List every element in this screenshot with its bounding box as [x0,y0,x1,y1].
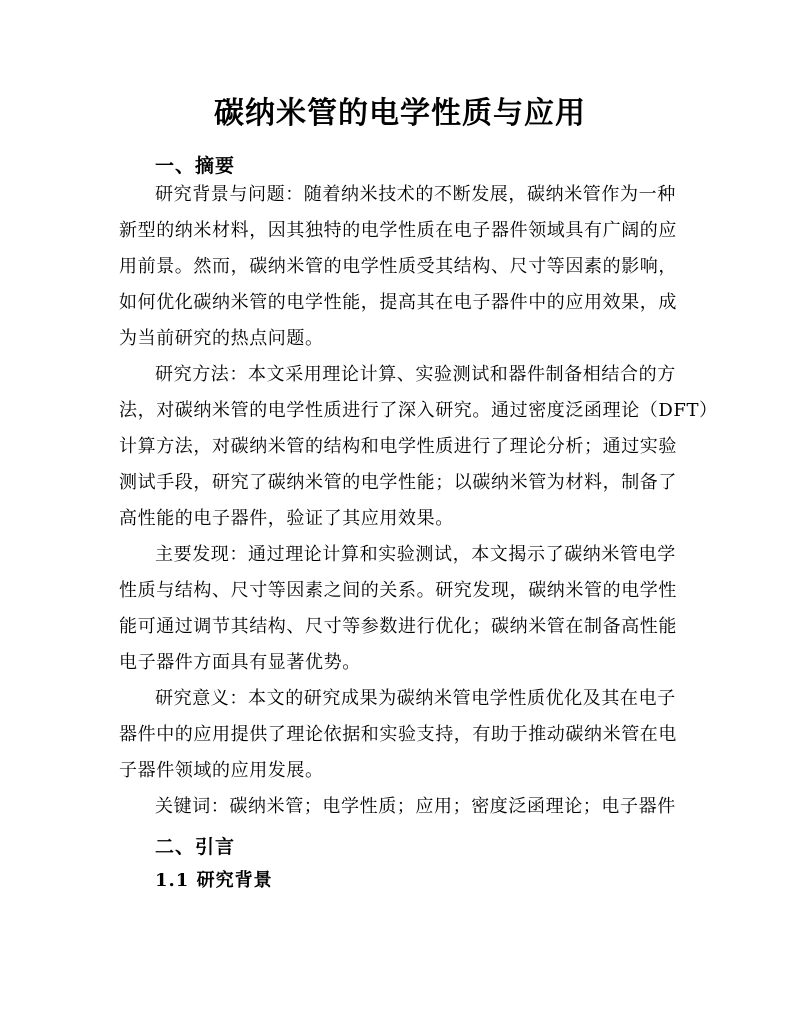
paragraph-line: 器件中的应用提供了理论依据和实验支持，有助于推动碳纳米管在电 [119,724,677,745]
paragraph-line: 研究意义：本文的研究成果为碳纳米管电学性质优化及其在电子 [155,688,676,709]
paragraph-line: 计算方法，对碳纳米管的结构和电学性质进行了理论分析；通过实验 [119,436,677,457]
paragraph-line: 性质与结构、尺寸等因素之间的关系。研究发现，碳纳米管的电学性 [119,580,677,601]
paragraph-findings [119,537,679,681]
paragraph-line: 测试手段，研究了碳纳米管的电学性能；以碳纳米管为材料，制备了 [119,472,677,493]
abstract-heading: 一、摘要 [155,155,236,177]
paragraph-keywords [119,789,679,825]
paragraph-line: 电子器件方面具有显著优势。 [119,652,361,673]
paragraph-line: 能可通过调节其结构、尺寸等参数进行优化；碳纳米管在制备高性能 [119,616,677,637]
subsection-heading: 1.1 研究背景 [155,870,273,891]
paragraph-line: 关键词：碳纳米管；电学性质；应用；密度泛函理论；电子器件 [155,796,676,817]
paragraph-background [119,177,679,357]
document-title: 碳纳米管的电学性质与应用 [214,96,586,131]
paragraph-methods [119,357,718,537]
paragraph-line: 为当前研究的热点问题。 [119,328,324,349]
paragraph-line: 新型的纳米材料，因其独特的电学性质在电子器件领域具有广阔的应 [119,220,677,241]
paragraph-line: 研究方法：本文采用理论计算、实验测试和器件制备相结合的方 [155,364,676,385]
paragraph-significance [119,681,679,789]
paragraph-line: 子器件领域的应用发展。 [119,760,324,781]
paragraph-line: 主要发现：通过理论计算和实验测试，本文揭示了碳纳米管电学 [155,544,676,565]
paragraph-line: 法，对碳纳米管的电学性质进行了深入研究。通过密度泛函理论（DFT） [119,400,718,421]
paragraph-line: 研究背景与问题：随着纳米技术的不断发展，碳纳米管作为一种 [155,184,676,205]
paragraph-line: 高性能的电子器件，验证了其应用效果。 [119,508,454,529]
paragraph-line: 如何优化碳纳米管的电学性能，提高其在电子器件中的应用效果，成 [119,292,677,313]
paragraph-line: 用前景。然而，碳纳米管的电学性质受其结构、尺寸等因素的影响， [119,256,677,277]
intro-heading: 二、引言 [155,836,236,858]
